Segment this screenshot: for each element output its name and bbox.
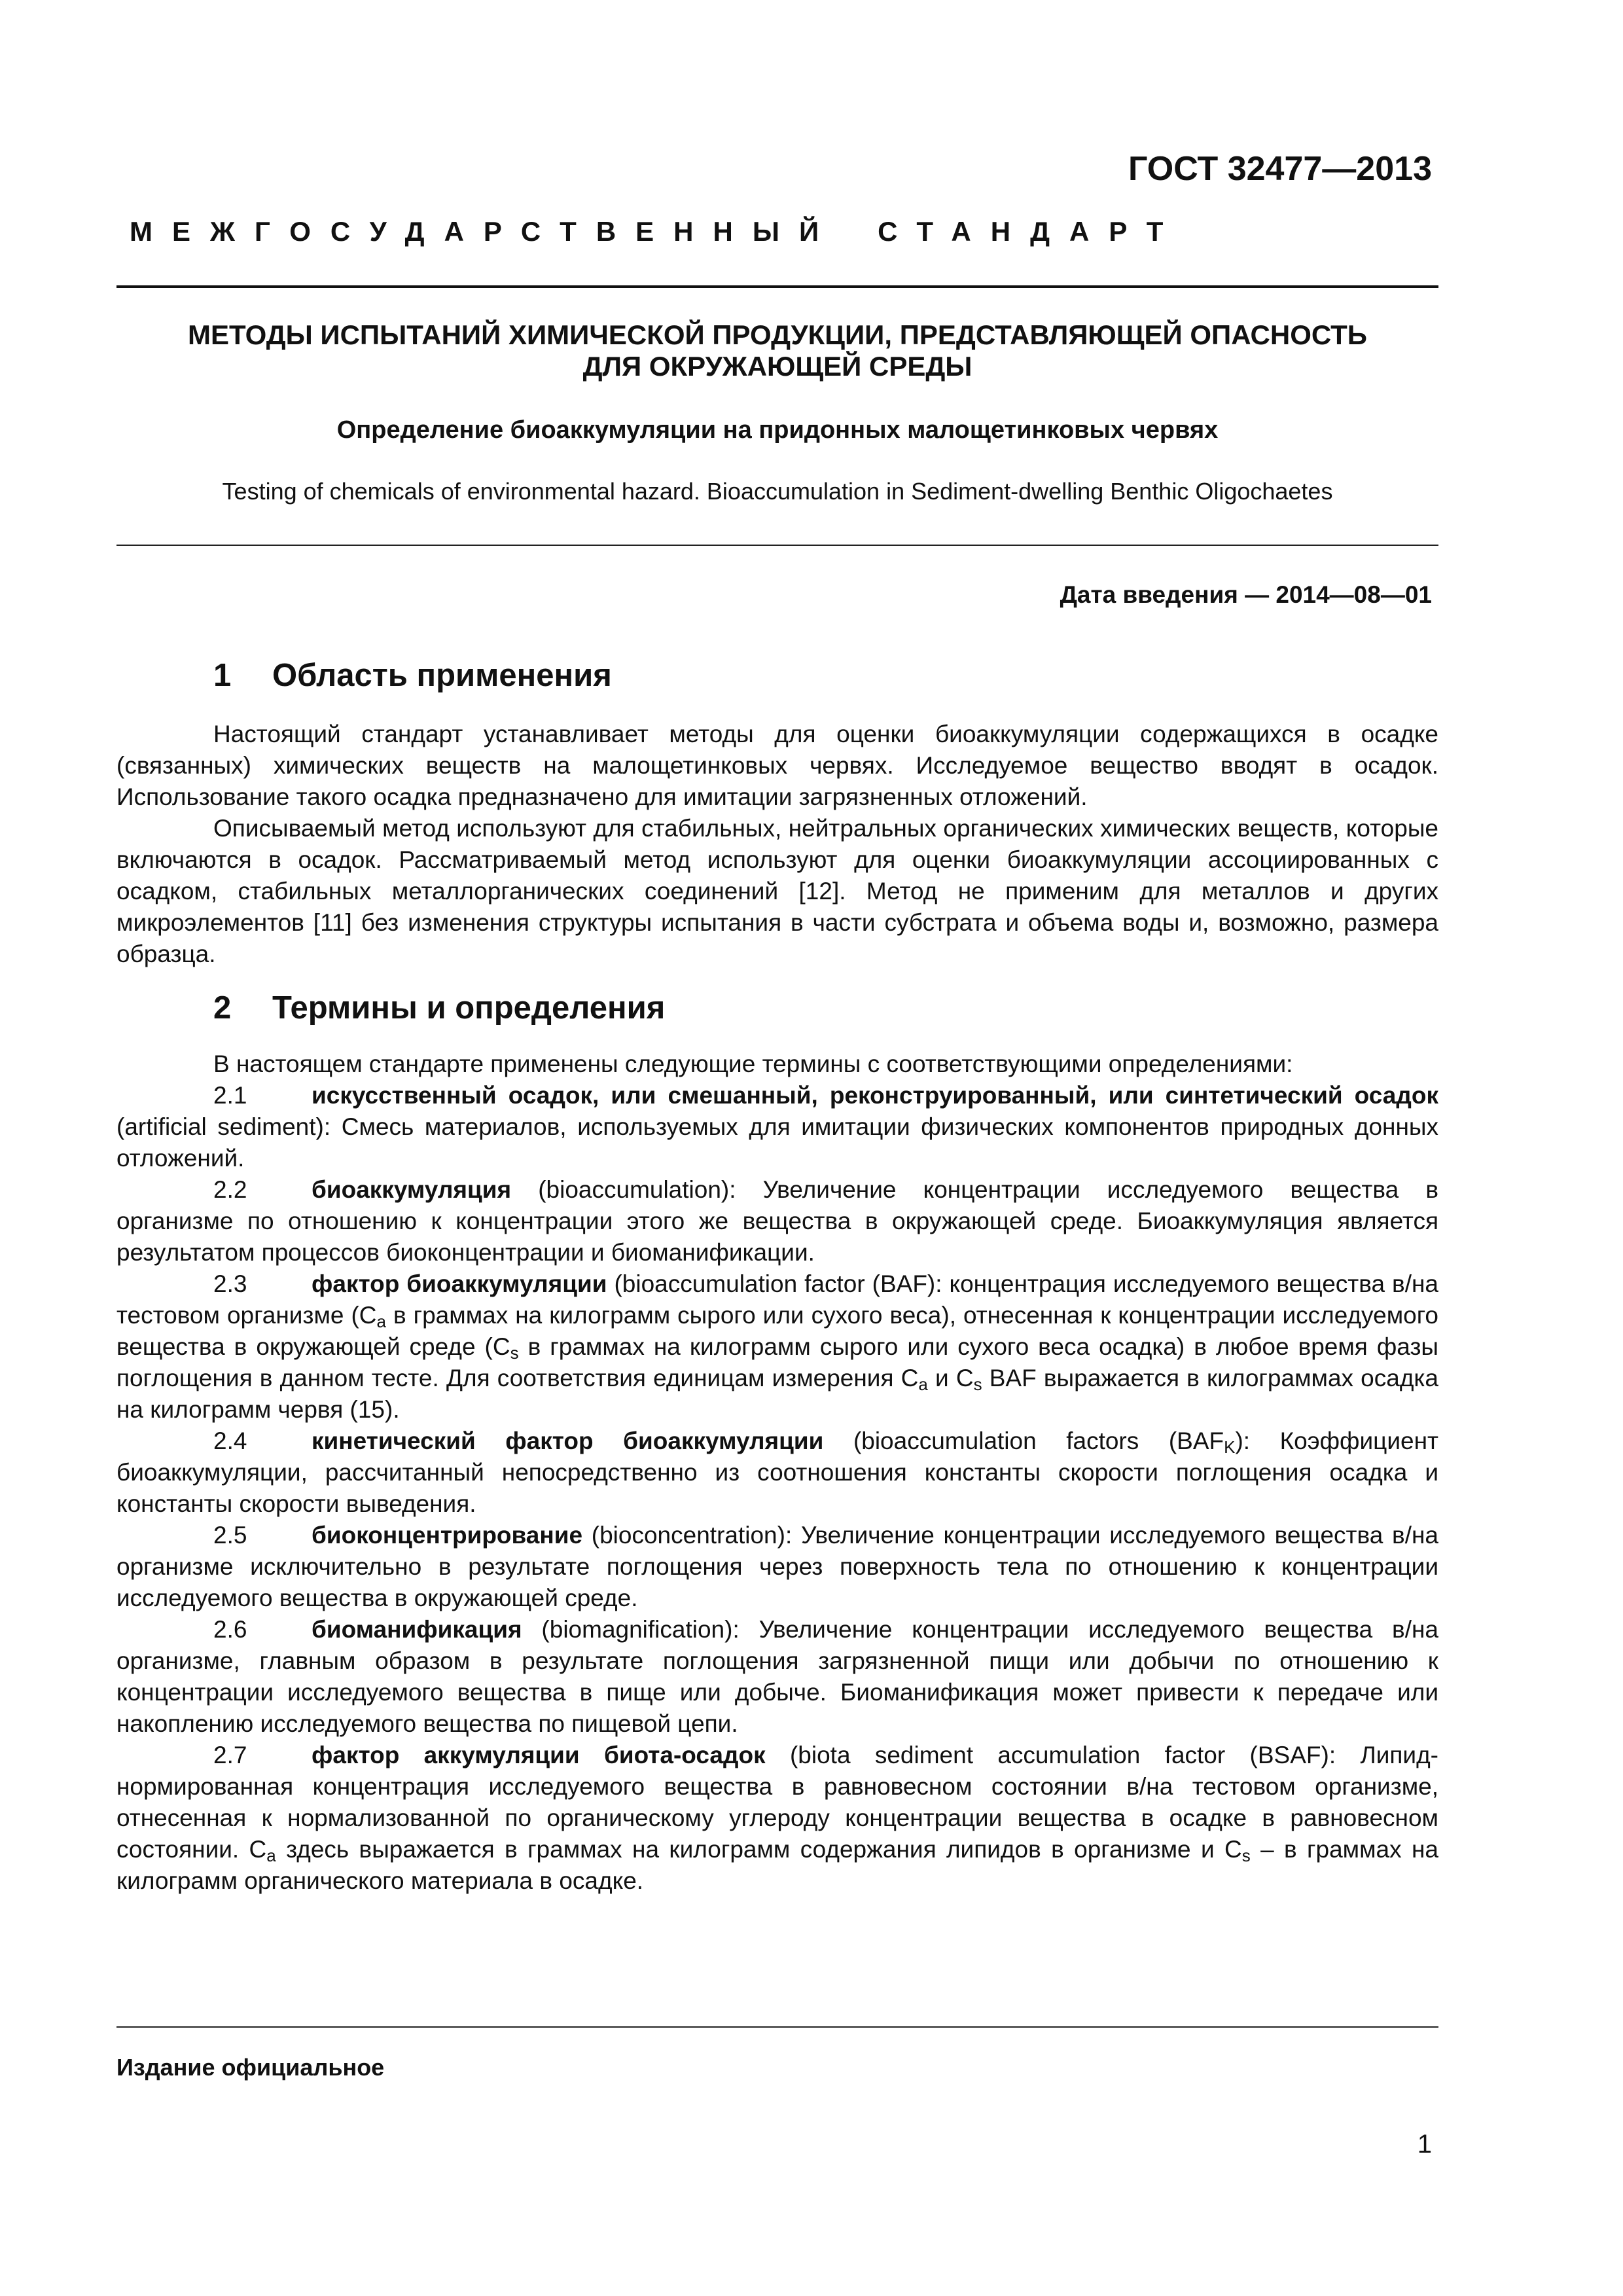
- introduction-date: Дата введения — 2014—08—01: [1060, 581, 1432, 608]
- section-2-body: [116, 1049, 1438, 1897]
- term-definition: (bioaccumulation factors (BAF: [823, 1427, 1224, 1454]
- term-name: кинетический фактор биоаккумуляции: [312, 1427, 824, 1454]
- term-2-1: [116, 1080, 1438, 1174]
- section-1-heading: [213, 657, 612, 694]
- term-name: биоконцентрирование: [312, 1522, 583, 1549]
- section-2-intro: В настоящем стандарте применены следующие термины с соответствующими определениями:: [213, 1050, 1293, 1077]
- subscript: s: [1241, 1846, 1251, 1865]
- term-name: фактор аккумуляции биота-осадок: [312, 1742, 766, 1768]
- term-definition: – в граммах на килограмм органического материала в осадке.: [116, 1836, 1438, 1894]
- section-1-number: 1: [213, 658, 232, 693]
- term-definition: BAF выражается в килограммах осадка на килограмм червя (15).: [116, 1365, 1438, 1423]
- term-2-2: [116, 1174, 1438, 1268]
- section-1-paragraph-1: Настоящий стандарт устанавливает методы для оценки биоаккумуляции содержащихся в осадке (связанных) химических веществ на малощетинковых червях. Исследуемое вещество вводят в осадок. Использование такого осадка предназначено для имитации загрязненных отложений.: [116, 721, 1438, 810]
- title-line-2: ДЛЯ ОКРУЖАЮЩЕЙ СРЕДЫ: [582, 351, 972, 382]
- term-definition: и C: [927, 1365, 974, 1391]
- term-2-7: [116, 1740, 1438, 1897]
- term-definition: (biomagnification): Увеличение концентрации исследуемого вещества в/на организме, главным образом в результате поглощения загрязненной пищи или добычи по отношению к концентрации исследуемого вещества в пище или добыче. Биоманификация может привести к передаче или накоплению исследуемого вещества по пищевой цепи.: [116, 1616, 1438, 1737]
- term-number: 2.5: [213, 1522, 247, 1549]
- section-2-heading: [213, 990, 665, 1026]
- subscript: s: [973, 1374, 982, 1394]
- term-number: 2.7: [213, 1742, 247, 1768]
- footer-rule: [116, 2026, 1438, 2028]
- subscript: K: [1224, 1437, 1236, 1457]
- subscript: a: [376, 1312, 386, 1331]
- term-number: 2.4: [213, 1427, 247, 1454]
- standard-word: СТАНДАРТ: [878, 216, 1183, 247]
- term-number: 2.1: [213, 1082, 247, 1109]
- term-definition: в граммах на килограмм сырого или сухого веса осадка) в любое время фазы поглощения в данном тесте. Для соответствия единицам измерения C: [116, 1333, 1438, 1391]
- document-title: [116, 319, 1438, 382]
- term-definition: здесь выражается в граммах на килограмм содержания липидов в организме и C: [276, 1836, 1242, 1863]
- section-2-title: Термины и определения: [272, 990, 666, 1026]
- term-2-3: [116, 1268, 1438, 1426]
- subscript: a: [918, 1374, 928, 1394]
- section-1-paragraph-2: Описываемый метод используют для стабильных, нейтральных органических химических веществ, которые включаются в осадок. Рассматриваемый метод используют для оценки биоаккумуляции ассоциированных с осадком, стабильных металлорганических соединений [12]. Метод не применим для металлов и других микроэлементов [11] без изменения структуры испытания в части субстрата и объема воды и, возможно, размера образца.: [116, 815, 1438, 967]
- term-name: биоманификация: [312, 1616, 522, 1643]
- term-name: биоаккумуляция: [312, 1176, 512, 1203]
- interstate-standard-heading: [130, 216, 1183, 247]
- term-2-4: [116, 1426, 1438, 1520]
- term-name: фактор биоаккумуляции: [312, 1270, 607, 1297]
- official-edition-label: Издание официальное: [116, 2054, 385, 2081]
- standard-number: ГОСТ 32477—2013: [1128, 150, 1432, 188]
- term-number: 2.2: [213, 1176, 247, 1203]
- section-1-body: [116, 719, 1438, 970]
- interstate-word: МЕЖГОСУДАРСТВЕННЫЙ: [130, 216, 839, 247]
- term-number: 2.3: [213, 1270, 247, 1297]
- term-2-6: [116, 1614, 1438, 1740]
- subscript: a: [266, 1846, 276, 1865]
- title-line-1: МЕТОДЫ ИСПЫТАНИЙ ХИМИЧЕСКОЙ ПРОДУКЦИИ, ПРЕДСТАВЛЯЮЩЕЙ ОПАСНОСТЬ: [187, 319, 1367, 350]
- title-rule: [116, 545, 1438, 546]
- term-definition: (biota sediment accumulation factor (BSAF): Липид-нормированная концентрация исследуемого вещества в равновесном состоянии в/на тестовом организме, отнесенная к нормализованной по органическому углероду концентрации вещества в осадке в равновесном состоянии. C: [116, 1742, 1439, 1863]
- term-definition: (bioaccumulation factor (BAF): концентрация исследуемого вещества в/на тестовом организме (C: [116, 1270, 1438, 1329]
- term-definition: ): Коэффициент биоаккумуляции, рассчитанный непосредственно из соотношения константы скорости поглощения осадка и константы скорости выведения.: [116, 1427, 1438, 1517]
- subscript: s: [510, 1343, 519, 1363]
- section-1-title: Область применения: [272, 658, 612, 693]
- term-definition: (bioconcentration): Увеличение концентрации исследуемого вещества в/на организме исключительно в результате поглощения через поверхность тела по отношению к концентрации исследуемого вещества в окружающей среде.: [116, 1522, 1438, 1611]
- term-2-5: [116, 1520, 1438, 1614]
- header-rule: [116, 285, 1438, 288]
- document-subtitle: Определение биоаккумуляции на придонных малощетинковых червях: [336, 416, 1219, 444]
- term-definition: (artificial sediment): Смесь материалов, используемых для имитации физических компонентов природных донных отложений.: [116, 1113, 1438, 1172]
- term-definition: (bioaccumulation): Увеличение концентрации исследуемого вещества в организме по отношению к концентрации этого же вещества в окружающей среде. Биоаккумуляция является результатом процессов биоконцентрации и биоманификации.: [116, 1176, 1438, 1266]
- section-2-number: 2: [213, 990, 232, 1026]
- term-name: искусственный осадок, или смешанный, реконструированный, или синтетический осадок: [312, 1082, 1438, 1109]
- term-definition: в граммах на килограмм сырого или сухого веса), отнесенная к концентрации исследуемого вещества в окружающей среде (C: [116, 1302, 1438, 1360]
- page-number: 1: [1417, 2130, 1432, 2159]
- term-number: 2.6: [213, 1616, 247, 1643]
- english-title: Testing of chemicals of environmental hazard. Bioaccumulation in Sediment-dwelling Benthic Oligochaetes: [222, 478, 1333, 505]
